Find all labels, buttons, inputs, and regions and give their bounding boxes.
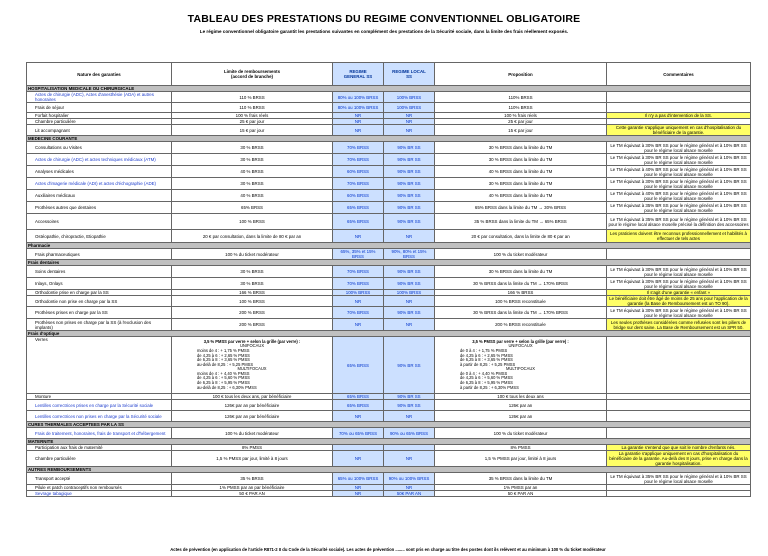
table-row [27,307,751,319]
cell-limite: 126€ par an par bénéficiaire [172,411,333,422]
table-row [27,92,751,103]
cell-limite: 40 % BRSS [172,166,333,178]
cell-regime-local: NR [384,296,435,307]
cell-limite: 30 % BRSS [172,154,333,166]
cell-limite: 100 % BRSS [172,214,333,230]
row-label: Monture [27,394,172,400]
table-row [27,178,751,190]
optique-grid-line: au-delà de 8,25 : + 6,30% PMSS [197,384,257,390]
cell-limite: 20 € par consultation, dans la limite de 80 € par an [172,230,333,243]
table-row [27,190,751,202]
cell-regime-local: 90% BR SS [384,394,435,400]
row-label: Ostéopathie, chiropractie, Etiopathie [27,230,172,243]
cell-comment [607,249,751,260]
cell-proposition: 25 € par jour [435,119,607,125]
cell-regime-general: 70% BRSS [333,154,384,166]
cell-limite: 110 % BRSS [172,103,333,113]
table-row [27,249,751,260]
optique-grid-line: de 4,25 à 6 : + 5,60 % PMSS [460,375,513,381]
cell-proposition: 166 % BRSS [435,290,607,296]
optique-grid-proposition [435,337,607,394]
table-body-other [27,422,751,497]
table-body-main [27,86,751,331]
row-label: Actes d'imagerie médicale (ADI) et actes d'échographie (ADE) [27,178,172,190]
optique-grid-limit [172,337,333,394]
cell-regime-general: NR [333,319,384,331]
optique-grid-line: au-delà de 8,25 : + 5,25 PMSS [197,361,254,367]
row-label: Consultations ou Visites [27,142,172,154]
section-title: CURES THERMALES ACCEPTEES PAR LA SS [27,422,751,428]
cell-proposition: 8% PMSS [435,445,607,451]
cell-limite: 30 % BRSS [172,142,333,154]
cell-comment: Le bénéficiaire doit être âgé de moins de 25 ans pour l'application de la garantie (la Base de Remboursement est un TO 90). [607,296,751,307]
row-label: Frais pharmaceutiques [27,249,172,260]
cell-regime-local: NR [384,119,435,125]
cell-regime-local: 90% BR SS [384,307,435,319]
optique-grid-line: UNIFOCAUX [508,343,533,349]
cell-comment [607,103,751,113]
cell-limite: 1,5 % PMSS par jour, limité à 8 jours [172,451,333,467]
optique-grid-line: 3,5 % PMSS par verre + selon la grille (par verre) : [203,338,301,344]
optique-grid-line: de 4,25 à 6 : + 5,60 % PMSS [197,375,250,381]
cell-regime-general: NR [333,491,384,497]
optique-grid-line: de 6,25 à 8 : + 3,65 % PMSS [460,357,513,363]
table-row [27,154,751,166]
row-label: Inlays, Onlays [27,278,172,290]
cell-limite: 15 € par jour [172,125,333,136]
cell-comment [607,92,751,103]
cell-regime-general: NR [333,451,384,467]
cell-regime-general: 65% ou 100% BRSS [333,473,384,485]
cell-proposition: 30 % BRSS dans la limite du TM → 170% BRSS [435,278,607,290]
row-label: Orthodontie non prise en charge par la SS [27,296,172,307]
cell-regime-general: 70% BRSS [333,266,384,278]
cell-comment: La garantie s'applique uniquement en cas d'hospitalisation du bénéficiaire de la garantie. Au-delà des 8 jours, prise en charge dans la garantie hospitalisation. [607,451,751,467]
cell-limite: 40 % BRSS [172,190,333,202]
cell-comment: Le TM équivaut à 30% BR SS pour le régime général et à 10% BR SS pour le régime local alsace moselle [607,142,751,154]
cell-limite: 126€ par an par bénéficiaire [172,400,333,411]
cell-regime-local: 90% BR SS [384,337,435,394]
row-label: Soins dentaires [27,266,172,278]
cell-regime-local: 90% BR SS [384,400,435,411]
cell-proposition: 126€ par an [435,411,607,422]
cell-regime-local: 50€ PAR AN [384,491,435,497]
row-label: Accessoires [27,214,172,230]
page-subtitle: Le régime conventionnel obligatoire garantit les prestations suivantes en complément des prestations de la Sécurité sociale, dans la limite des frais réellement exposés. [199,29,569,34]
row-label: Actes de chirurgie (ADC), Actes d'anesthésie (ADA) et autres honoraires [27,92,172,103]
row-label: Participation aux frais de maternité [27,445,172,451]
table-header-row [27,63,751,86]
cell-comment: Le TM équivaut à 35% BR SS pour le régime général et à 10% BR SS pour le régime local alsace moselle [607,473,751,485]
cell-proposition: 100 € tous les deux ans [435,394,607,400]
section-title: AUTRES REMBOURSEMENTS [27,467,751,473]
cell-regime-general: 70% BRSS [333,278,384,290]
cell-proposition: 35 % BRSS dans la limite du TM → 65% BRSS [435,214,607,230]
cell-regime-local: NR [384,319,435,331]
optique-grid-line: MULTIFOCAUX [505,366,536,372]
cell-regime-general: 65%, 35% et 15% BRSS [333,249,384,260]
cell-comment: Le TM équivaut à 40% BR SS pour le régime général et à 10% BR SS pour le régime local alsace moselle [607,190,751,202]
cell-limite: 100 % du ticket modérateur [172,428,333,439]
optique-grid-line: de 6,25 à 8 : + 5,95 % PMSS [197,380,250,386]
cell-comment: Le TM équivaut à 35% BR SS pour le régime général et à 10% BR SS pour le régime local alsace moselle [607,202,751,214]
cell-proposition: 1,5 % PMSS par jour, limité à 8 jours [435,451,607,467]
section-title: HOSPITALISATION MEDICALE OU CHIRURGICALE [27,86,751,92]
table-row [27,266,751,278]
cell-comment: Il s'agit d'une garantie « enfant » [607,290,751,296]
cell-limite: 166 % BRSS [172,290,333,296]
cell-proposition: 40 % BRSS dans la limite du TM [435,166,607,178]
cell-regime-general: 65% BRSS [333,400,384,411]
table-row [27,125,751,136]
cell-limite: 65% BRSS [172,202,333,214]
cell-proposition: 50 € PAR AN [435,491,607,497]
cell-proposition: 100 % BRSS reconstituée [435,296,607,307]
row-label: Orthodontie prise en charge par la SS [27,290,172,296]
cell-limite: 100 % BRSS [172,296,333,307]
cell-proposition: 126€ par an [435,400,607,411]
cell-comment [607,400,751,411]
optique-grid-line: 3,5 % PMSS par verre + selon la grille (par verre) : [472,338,569,344]
table-row [27,400,751,411]
cell-proposition: 30 % BRSS dans la limite du TM [435,142,607,154]
cell-regime-local: 90% BR SS [384,154,435,166]
section-title: MATERNITE [27,439,751,445]
cell-limite: 100 € tous les deux ans, par bénéficiaire [172,394,333,400]
cell-regime-local: 90% ou 100% BRSS [384,473,435,485]
cell-regime-general: 80% ou 100% BRSS [333,92,384,103]
cell-regime-local: 90% BR SS [384,190,435,202]
optique-grid-line: moins de 4 : + 4,40 % PMSS [197,370,250,376]
table-row [27,103,751,113]
cell-limite: 30 % BRSS [172,266,333,278]
cell-regime-local: 90% BR SS [384,214,435,230]
cell-comment: Cette garantie s'applique uniquement en cas d'hospitalisation du bénéficiaire de la garantie. [607,125,751,136]
table-row [27,230,751,243]
cell-regime-general: 80% ou 100% BRSS [333,103,384,113]
table-row [27,451,751,467]
cell-proposition: 100 % du ticket modérateur [435,428,607,439]
header-regime-general: REGIME GENERAL SS [333,63,384,86]
cell-regime-local: 90% BR SS [384,166,435,178]
table-row [27,202,751,214]
cell-limite: 1% PMSS par an par bénéficiaire [172,485,333,491]
cell-regime-local: 90% BR SS [384,202,435,214]
table-row [27,296,751,307]
cell-regime-general: 70% BRSS [333,142,384,154]
row-label: Sevrage tabagique [27,491,172,497]
cell-regime-local: 100% BRSS [384,290,435,296]
row-label: Analyses médicales [27,166,172,178]
cell-regime-local: NR [384,230,435,243]
cell-regime-general: 65% BRSS [333,214,384,230]
header-commentaires: Commentaires [607,63,751,86]
row-label: Chambre particulière [27,119,172,125]
header-nature: Nature des garanties [27,63,172,86]
table-body-optique [27,331,751,422]
row-label: Forfait hospitalier [27,113,172,119]
cell-proposition: 200 % BRSS reconstituée [435,319,607,331]
cell-comment: Le TM équivaut à 35% BR SS pour le régime général et à 10% BR SS pour le régime local alsace moselle précisé la définition des accessoires [607,214,751,230]
row-label: Prothèses non prises en charge par la SS (à l'exclusion des implants) [27,319,172,331]
optique-grid-line: MULTIFOCAUX [237,366,267,372]
cell-proposition: 1% PMSS par an [435,485,607,491]
cell-comment: Il n'y a pas d'intervention de la SS. [607,113,751,119]
optique-grid-line: de 4,25 à 6 : + 2,65 % PMSS [460,352,513,358]
section-title: MEDECINE COURANTE [27,136,751,142]
cell-limite: 100 % du ticket modérateur [172,249,333,260]
cell-regime-general: 70% ou 65% BRSS [333,428,384,439]
cell-comment [607,337,751,394]
cell-regime-general: NR [333,485,384,491]
cell-limite: 200 % BRSS [172,307,333,319]
row-label: Lit accompagnant [27,125,172,136]
cell-regime-local: 90% BR SS [384,142,435,154]
cell-comment: Les seules prothèses considérées comme refusées sont les piliers de bridge sur dent saine. La Base de Remboursement est un SPR 50. [607,319,751,331]
cell-regime-general: 70% BRSS [333,307,384,319]
cell-regime-general: 70% BRSS [333,178,384,190]
row-label: Frais de traitement, honoraires, frais de transport et d'hébergement [27,428,172,439]
row-label: Pilule et patch contraceptifs non remboursés [27,485,172,491]
cell-limite: 50 € PAR AN [172,491,333,497]
cell-regime-local: NR [384,113,435,119]
cell-comment: Les praticiens doivent être reconnus professionnellement et habilités à effectuer de tels actes [607,230,751,243]
table-row [27,278,751,290]
cell-proposition: 30 % BRSS dans la limite du TM [435,178,607,190]
cell-limite: 110 % BRSS [172,92,333,103]
row-label: Actes de chirurgie (ADC) et actes techniques médicaux (ATM) [27,154,172,166]
cell-proposition: 35 % BRSS dans la limite du TM [435,473,607,485]
optique-grid-line: à partir de 8,25 : + 5,25 PMSS [460,361,516,367]
cell-comment: Le TM équivaut à 30% BR SS pour le régime général et à 10% BR SS pour le régime local alsace moselle [607,154,751,166]
cell-comment: Le TM équivaut à 30% BR SS pour le régime général et à 10% BR SS pour le régime local alsace moselle [607,178,751,190]
table-row [27,411,751,422]
cell-regime-local: 90%, 80% et 15% BRSS [384,249,435,260]
cell-proposition: 30 % BRSS dans la limite du TM → 170% BRSS [435,307,607,319]
cell-regime-general: 65% BRSS [333,337,384,394]
cell-proposition: 100 % frais réels [435,113,607,119]
cell-regime-general: 65% BRSS [333,394,384,400]
cell-proposition: 15 € par jour [435,125,607,136]
table-row [27,428,751,439]
document-page [0,13,768,556]
cell-regime-local: 100% BRSS [384,103,435,113]
footer-note: Actes de prévention (en application de l'article R871-2 II du Code de la Sécurité sociale). Les actes de prévention ........ sont pris en charge au titre des postes dont ils relèvent et au minimum à 100 % du ticket modérateur [170,547,606,552]
table-row [27,142,751,154]
optique-grid-line: de 0 à 4 : + 1,75 % PMSS [460,347,508,353]
cell-regime-local: 90% BR SS [384,266,435,278]
optique-grid-line: UNIFOCAUX [239,343,265,349]
cell-regime-general: NR [333,113,384,119]
cell-regime-local: 90% ou 65% BRSS [384,428,435,439]
table-row [27,166,751,178]
optique-grid-line: moins de 4 : + 1,75 % PMSS [197,347,250,353]
cell-regime-general: 100% BRSS [333,290,384,296]
cell-regime-local: NR [384,451,435,467]
cell-comment: Le TM équivaut à 30% BR SS pour le régime général et à 10% BR SS pour le régime local alsace moselle [607,266,751,278]
cell-regime-local: 90% BR SS [384,278,435,290]
cell-comment [607,491,751,497]
cell-limite: 30 % BRSS [172,278,333,290]
cell-regime-local: 100% BRSS [384,92,435,103]
header-regime-local: REGIME LOCAL SS [384,63,435,86]
section-title: Pharmacie [27,243,751,249]
row-label: Prothèses prises en charge par la SS [27,307,172,319]
cell-proposition: 100 % du ticket modérateur [435,249,607,260]
cell-regime-general: 60% BRSS [333,190,384,202]
header-limite: Limite de remboursements (accord de branche) [172,63,333,86]
cell-comment: Le TM équivaut à 30% BR SS pour le régime général et à 10% BR SS pour le régime local alsace moselle [607,278,751,290]
cell-comment: La garantie s'entend que que soit le nombre d'enfants nés. [607,445,751,451]
header-proposition: Proposition [435,63,607,86]
benefits-table [26,62,751,497]
table-row [27,214,751,230]
optique-grid-line: de 4,25 à 6 : + 2,65 % PMSS [197,352,250,358]
cell-regime-general: NR [333,230,384,243]
row-label: Lentilles correctrices non prises en charge par la Sécurité sociale [27,411,172,422]
cell-limite: 25 € par jour [172,119,333,125]
cell-comment: Le TM équivaut à 30% BR SS pour le régime général et à 10% BR SS pour le régime local alsace moselle [607,307,751,319]
cell-proposition: 30 % BRSS dans la limite du TM [435,154,607,166]
cell-limite: 100 % frais réels [172,113,333,119]
optique-grid-line: de 6,25 à 8 : + 5,95 % PMSS [460,380,513,386]
cell-regime-general: NR [333,119,384,125]
table-row [27,473,751,485]
row-label: Transport accepté [27,473,172,485]
row-label: Chambre particulière [27,451,172,467]
cell-limite: 35 % BRSS [172,473,333,485]
cell-regime-general: NR [333,125,384,136]
cell-proposition: 40 % BRSS dans la limite du TM [435,190,607,202]
cell-regime-local: NR [384,411,435,422]
page-title: TABLEAU DES PRESTATIONS DU REGIME CONVENTIONNEL OBLIGATOIRE [187,13,581,25]
row-label: Prothèses autres que dentaires [27,202,172,214]
row-label: Lentilles correctrices prises en charge par la Sécurité sociale [27,400,172,411]
cell-regime-general: 65% BRSS [333,202,384,214]
cell-proposition: 30 % BRSS dans la limite du TM [435,266,607,278]
cell-proposition: 65% BRSS dans la limite du TM → 30% BRSS [435,202,607,214]
cell-regime-general: 60% BRSS [333,166,384,178]
cell-regime-local: NR [384,485,435,491]
row-label: Frais de séjour [27,103,172,113]
section-title: Frais d'optique [27,331,751,337]
cell-limite: 30 % BRSS [172,178,333,190]
row-label: Auxiliaires médicaux [27,190,172,202]
row-label: Verres [27,337,172,394]
cell-proposition: 110% BRSS [435,103,607,113]
cell-comment: Le TM équivaut à 40% BR SS pour le régime général et à 10% BR SS pour le régime local alsace moselle [607,166,751,178]
optique-grid-line: à partir de 8,25 : + 6,30% PMSS [460,384,519,390]
table-row-verres [27,337,751,394]
table-row [27,491,751,497]
cell-comment [607,428,751,439]
cell-comment [607,411,751,422]
cell-proposition: 20 € par consultation, dans la limite de 80 € par an [435,230,607,243]
cell-limite: 8% PMSS [172,445,333,451]
cell-limite: 200 % BRSS [172,319,333,331]
cell-regime-general: NR [333,296,384,307]
cell-regime-local: 90% BR SS [384,178,435,190]
optique-grid-line: de 6,25 à 8 : + 3,65 % PMSS [197,357,250,363]
cell-regime-local: NR [384,125,435,136]
table-row [27,319,751,331]
section-title: Frais dentaires [27,260,751,266]
optique-grid-line: de 0 à 4 : + 4,40 % PMSS [460,370,508,376]
cell-regime-general: NR [333,411,384,422]
cell-proposition: 110% BRSS [435,92,607,103]
